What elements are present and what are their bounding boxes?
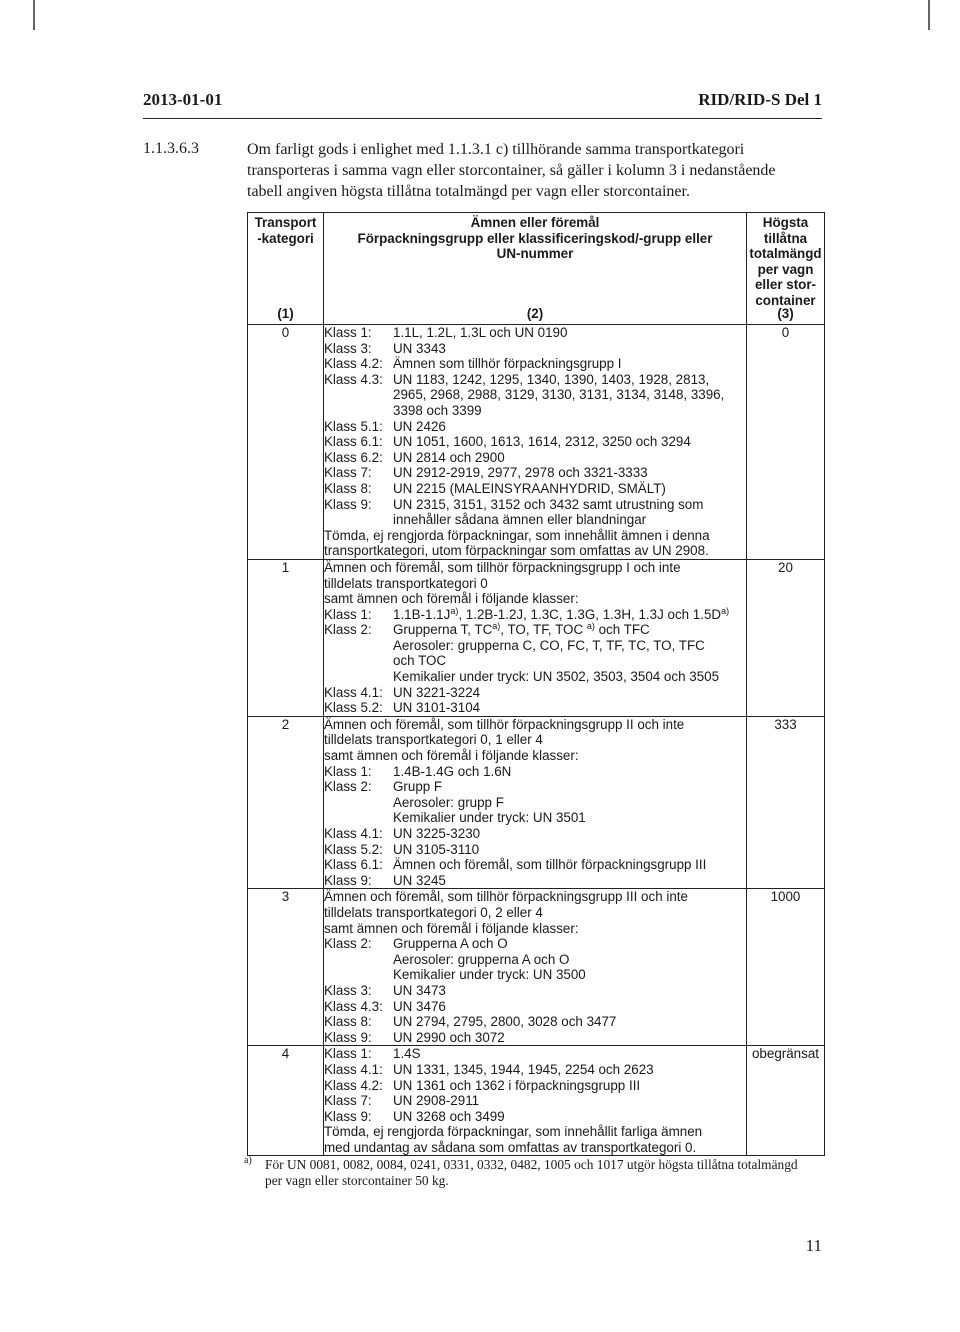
class-value-part: 3398 och 3399: [393, 402, 482, 418]
class-value: [393, 795, 504, 811]
header-col1-title: Transport -kategori: [254, 215, 317, 246]
class-value-part: 1.4S: [393, 1046, 421, 1062]
class-value-part: UN 1183, 1242, 1295, 1340, 1390, 1403, 1928, 2813,: [393, 371, 710, 387]
class-value: [393, 434, 691, 450]
class-value: [393, 497, 703, 513]
class-label: Klass 2:: [324, 936, 372, 952]
class-value-part: UN 3221-3224: [393, 684, 481, 700]
substance-class-line: [324, 1078, 746, 1094]
header-col2-number: (2): [526, 306, 544, 322]
class-value-part: , 1.2B-1.2J, 1.3C, 1.3G, 1.3H, 1.3J och 1.5D: [458, 606, 722, 622]
class-label: Klass 4.2:: [324, 356, 383, 372]
class-value: [393, 356, 622, 372]
transport-category-cell: 3: [248, 889, 324, 1046]
substance-class-line: [324, 810, 746, 826]
class-label: Klass 6.1:: [324, 434, 383, 450]
class-value: [393, 857, 706, 873]
class-label: [324, 967, 393, 983]
crop-mark-right: [928, 0, 930, 30]
class-value: [393, 873, 446, 889]
substance-text-line: transportkategori, utom förpackningar som omfattas av UN 2908.: [324, 543, 709, 559]
transport-category-cell: 1: [248, 559, 324, 716]
class-label: Klass 2:: [324, 622, 372, 638]
header-col2-title: Ämnen eller föremål Förpackningsgrupp eller klassificeringskod/-grupp eller UN-nummer: [357, 215, 713, 262]
substance-class-line: [324, 779, 746, 795]
substance-class-line: [324, 481, 746, 497]
substance-text-line: Tömda, ej rengjorda förpackningar, som innehållit ämnen i denna: [324, 527, 710, 543]
class-label: Klass 2:: [324, 779, 372, 795]
class-value: [393, 387, 724, 403]
class-label: Klass 8:: [324, 480, 372, 496]
class-value-part: UN 3268 och 3499: [393, 1108, 505, 1124]
substance-class-line: [324, 403, 746, 419]
class-label: [324, 810, 393, 826]
substances-cell: [324, 559, 747, 716]
class-value-part: UN 3473: [393, 982, 446, 998]
footnote-ref: a): [721, 605, 730, 616]
header-col1-number: (1): [277, 306, 294, 322]
class-value-part: UN 2912-2919, 2977, 2978 och 3321-3333: [393, 465, 648, 481]
class-label: Klass 5.2:: [324, 841, 383, 857]
class-value-part: Grupperna T, TC: [393, 622, 493, 638]
class-value: [393, 372, 709, 388]
header-col2: [324, 213, 747, 325]
class-value: [393, 936, 508, 952]
class-label: Klass 7:: [324, 1093, 372, 1109]
substance-class-line: [324, 952, 746, 968]
class-value: [393, 685, 480, 701]
class-label: Klass 6.1:: [324, 857, 383, 873]
class-value-part: 2965, 2968, 2988, 3129, 3130, 3131, 3134, 3148, 3396,: [393, 387, 725, 403]
substance-text-line: samt ämnen och föremål i följande klasser:: [324, 591, 579, 607]
footnote-line: För UN 0081, 0082, 0084, 0241, 0331, 0332, 0482, 1005 och 1017 utgör högsta tillåtna totalmängd: [265, 1157, 798, 1172]
table-row: [248, 325, 825, 560]
class-value-part: Kemikalier under tryck: UN 3500: [393, 967, 586, 983]
substance-class-line: [324, 1062, 746, 1078]
class-value: [393, 341, 446, 357]
substance-class-line: [324, 450, 746, 466]
footnote-line: per vagn eller storcontainer 50 kg.: [265, 1173, 449, 1188]
class-value: [393, 481, 666, 497]
header-col3-number: (3): [777, 306, 794, 322]
transport-category-cell: 2: [248, 716, 324, 889]
class-value: [393, 419, 446, 435]
class-label: [324, 387, 393, 403]
substance-class-line: [324, 356, 746, 372]
class-value-part: Grupperna A och O: [393, 936, 508, 952]
class-value-part: UN 2814 och 2900: [393, 449, 505, 465]
class-value-part: , TO, TF, TOC: [500, 622, 587, 638]
class-value-part: UN 2426: [393, 418, 446, 434]
section-text-line: transporteras i samma vagn eller storcontainer, så gäller i kolumn 3 i nedanstående: [247, 162, 776, 179]
class-label: Klass 6.2:: [324, 449, 383, 465]
class-value-part: och TFC: [594, 622, 650, 638]
class-value: [393, 669, 719, 685]
class-value: [393, 1046, 421, 1062]
class-value: [393, 653, 446, 669]
substance-class-line: [324, 764, 746, 780]
substance-class-line: [324, 1046, 746, 1062]
class-label: Klass 4.1:: [324, 684, 383, 700]
substance-text-line: samt ämnen och föremål i följande klasser:: [324, 748, 579, 764]
table-row: [248, 1046, 825, 1156]
class-value: [393, 810, 586, 826]
class-label: Klass 4.3:: [324, 998, 383, 1014]
class-value-part: UN 3476: [393, 998, 446, 1014]
substance-text-line: Tömda, ej rengjorda förpackningar, som innehållit farliga ämnen: [324, 1124, 703, 1140]
class-label: Klass 9:: [324, 496, 372, 512]
class-value: [393, 999, 446, 1015]
class-value-part: UN 2908-2911: [393, 1093, 480, 1109]
footnote-ref: a): [586, 621, 595, 632]
section-text-line: tabell angiven högsta tillåtna totalmängd per vagn eller storcontainer.: [247, 183, 690, 200]
substance-class-line: [324, 1109, 746, 1125]
substance-class-line: [324, 325, 746, 341]
header-doc-title: RID/RID-S Del 1: [698, 90, 822, 109]
class-value: [393, 983, 446, 999]
class-value: [393, 1062, 654, 1078]
class-value-part: UN 2794, 2795, 2800, 3028 och 3477: [393, 1014, 617, 1030]
class-value-part: UN 2990 och 3072: [393, 1029, 505, 1045]
class-value-part: UN 1361 och 1362 i förpackningsgrupp III: [393, 1077, 641, 1093]
substances-cell: [324, 716, 747, 889]
substance-class-line: [324, 341, 746, 357]
substance-class-line: [324, 1014, 746, 1030]
class-label: Klass 3:: [324, 340, 372, 356]
class-value-part: UN 3245: [393, 872, 446, 888]
substance-class-line: [324, 419, 746, 435]
substance-text-line: samt ämnen och föremål i följande klasser:: [324, 920, 579, 936]
footnote-text: [265, 1157, 825, 1189]
class-value-part: UN 1051, 1600, 1613, 1614, 2312, 3250 och 3294: [393, 434, 691, 450]
substance-class-line: [324, 653, 746, 669]
substance-class-line: [324, 607, 746, 623]
substance-text-line: tilldelats transportkategori 0, 1 eller 4: [324, 732, 543, 748]
class-label: [324, 669, 393, 685]
class-label: [324, 653, 393, 669]
substance-class-line: [324, 669, 746, 685]
substance-class-line: [324, 842, 746, 858]
class-label: Klass 1:: [324, 1046, 372, 1062]
class-label: Klass 9:: [324, 1108, 372, 1124]
class-value: [393, 607, 729, 623]
class-label: Klass 4.3:: [324, 371, 383, 387]
header-col1: [248, 213, 324, 325]
class-value: [393, 465, 648, 481]
class-value-part: 1.1L, 1.2L, 1.3L och UN 0190: [393, 325, 568, 340]
class-value-part: innehåller sådana ämnen eller blandningar: [393, 512, 647, 528]
substance-class-line: [324, 857, 746, 873]
substance-class-line: [324, 936, 746, 952]
class-label: Klass 7:: [324, 465, 372, 481]
table-row: [248, 889, 825, 1046]
table-row: [248, 559, 825, 716]
class-label: [324, 952, 393, 968]
class-value: [393, 1093, 479, 1109]
substance-class-line: [324, 873, 746, 889]
footnote-ref: a): [450, 605, 459, 616]
transport-category-cell: 0: [248, 325, 324, 560]
max-quantity-cell: 20: [747, 559, 825, 716]
class-label: [324, 512, 393, 528]
header-date: 2013-01-01: [143, 90, 223, 109]
class-value: [393, 842, 479, 858]
class-value-part: och TOC: [393, 653, 447, 669]
substance-class-line: [324, 1030, 746, 1046]
class-label: [324, 403, 393, 419]
substance-class-line: [324, 826, 746, 842]
class-value-part: UN 1331, 1345, 1944, 1945, 2254 och 2623: [393, 1061, 654, 1077]
substance-class-line: [324, 512, 746, 528]
class-value: [393, 638, 705, 654]
class-value-part: UN 2215 (MALEINSYRAANHYDRID, SMÄLT): [393, 480, 666, 496]
substance-text-line: tilldelats transportkategori 0: [324, 575, 488, 591]
class-value-part: Ämnen och föremål, som tillhör förpackningsgrupp III: [393, 857, 707, 873]
class-value: [393, 1109, 505, 1125]
class-label: Klass 9:: [324, 872, 372, 888]
substances-cell: [324, 325, 747, 560]
class-value: [393, 1014, 616, 1030]
page-number: 11: [805, 1236, 822, 1255]
class-value-part: Aerosoler: grupperna A och O: [393, 951, 570, 967]
max-quantity-cell: 333: [747, 716, 825, 889]
class-value-part: Aerosoler: grupperna C, CO, FC, T, TF, TC, TO, TFC: [393, 637, 705, 653]
substance-class-line: [324, 700, 746, 716]
substance-text-line: Ämnen och föremål, som tillhör förpackningsgrupp I och inte: [324, 559, 681, 575]
class-value-part: UN 3105-3110: [393, 841, 480, 857]
substance-class-line: [324, 622, 746, 638]
section-text-line: Om farligt gods i enlighet med 1.1.3.1 c) tillhörande samma transportkategori: [247, 141, 745, 158]
class-value: [393, 700, 480, 716]
class-value-part: Kemikalier under tryck: UN 3502, 3503, 3504 och 3505: [393, 669, 720, 685]
transport-category-cell: 4: [248, 1046, 324, 1156]
class-value-part: UN 3343: [393, 340, 446, 356]
class-label: Klass 1:: [324, 325, 372, 340]
class-label: Klass 4.1:: [324, 826, 383, 841]
footnote-ref: a): [492, 621, 501, 632]
class-value: [393, 512, 646, 528]
class-value-part: 1.1B-1.1J: [393, 606, 451, 622]
class-value: [393, 779, 442, 795]
class-value-part: Grupp F: [393, 779, 443, 795]
substance-class-line: [324, 685, 746, 701]
class-value-part: Aerosoler: grupp F: [393, 794, 504, 810]
class-value: [393, 967, 586, 983]
class-value: [393, 764, 511, 780]
substance-class-line: [324, 999, 746, 1015]
footnote-mark: a): [244, 1155, 252, 1166]
class-label: [324, 638, 393, 654]
substance-text-line: med undantag av sådana som omfattas av transportkategori 0.: [324, 1139, 697, 1155]
class-label: Klass 9:: [324, 1029, 372, 1045]
header-col3-title: Högsta tillåtna totalmängd per vagn eller stor- container: [749, 215, 822, 308]
class-value-part: UN 3225-3230: [393, 826, 481, 841]
class-label: Klass 8:: [324, 1014, 372, 1030]
table-row: [248, 716, 825, 889]
class-value-part: UN 2315, 3151, 3152 och 3432 samt utrustning som: [393, 496, 704, 512]
table-header-row: [248, 213, 825, 325]
class-label: Klass 1:: [324, 763, 372, 779]
substance-text-line: Ämnen och föremål, som tillhör förpackningsgrupp III och inte: [324, 889, 688, 905]
class-label: Klass 5.2:: [324, 700, 383, 716]
substance-class-line: [324, 967, 746, 983]
max-quantity-cell: 0: [747, 325, 825, 560]
header-col3: [747, 213, 825, 325]
class-label: Klass 3:: [324, 982, 372, 998]
class-label: [324, 795, 393, 811]
class-value-part: 1.4B-1.4G och 1.6N: [393, 763, 512, 779]
max-quantity-cell: 1000: [747, 889, 825, 1046]
substance-class-line: [324, 434, 746, 450]
class-value-part: UN 3101-3104: [393, 700, 481, 716]
substance-class-line: [324, 387, 746, 403]
class-label: Klass 5.1:: [324, 418, 383, 434]
substance-class-line: [324, 372, 746, 388]
substance-text-line: Ämnen och föremål, som tillhör förpackningsgrupp II och inte: [324, 716, 685, 732]
class-label: Klass 1:: [324, 606, 372, 622]
class-value: [393, 1030, 505, 1046]
substances-cell: [324, 1046, 747, 1156]
substance-text-line: tilldelats transportkategori 0, 2 eller 4: [324, 904, 543, 920]
section-text: [247, 139, 822, 202]
substance-class-line: [324, 1093, 746, 1109]
class-value: [393, 325, 567, 341]
class-value-part: Ämnen som tillhör förpackningsgrupp I: [393, 356, 622, 372]
class-value: [393, 826, 480, 842]
max-quantity-cell: obegränsat: [747, 1046, 825, 1156]
transport-category-table: [247, 212, 825, 1156]
substance-class-line: [324, 465, 746, 481]
class-value: [393, 952, 569, 968]
substance-class-line: [324, 497, 746, 513]
table-body: [248, 325, 825, 1156]
section-number: 1.1.3.6.3: [143, 140, 199, 157]
class-value: [393, 1078, 640, 1094]
crop-mark-left: [33, 0, 35, 30]
class-value: [393, 450, 505, 466]
substances-cell: [324, 889, 747, 1046]
substance-class-line: [324, 638, 746, 654]
substance-class-line: [324, 983, 746, 999]
class-label: Klass 4.1:: [324, 1061, 383, 1077]
class-value-part: Kemikalier under tryck: UN 3501: [393, 810, 586, 826]
substance-class-line: [324, 795, 746, 811]
class-value: [393, 622, 650, 638]
header-rule: [143, 118, 822, 119]
class-label: Klass 4.2:: [324, 1077, 383, 1093]
class-value: [393, 403, 482, 419]
